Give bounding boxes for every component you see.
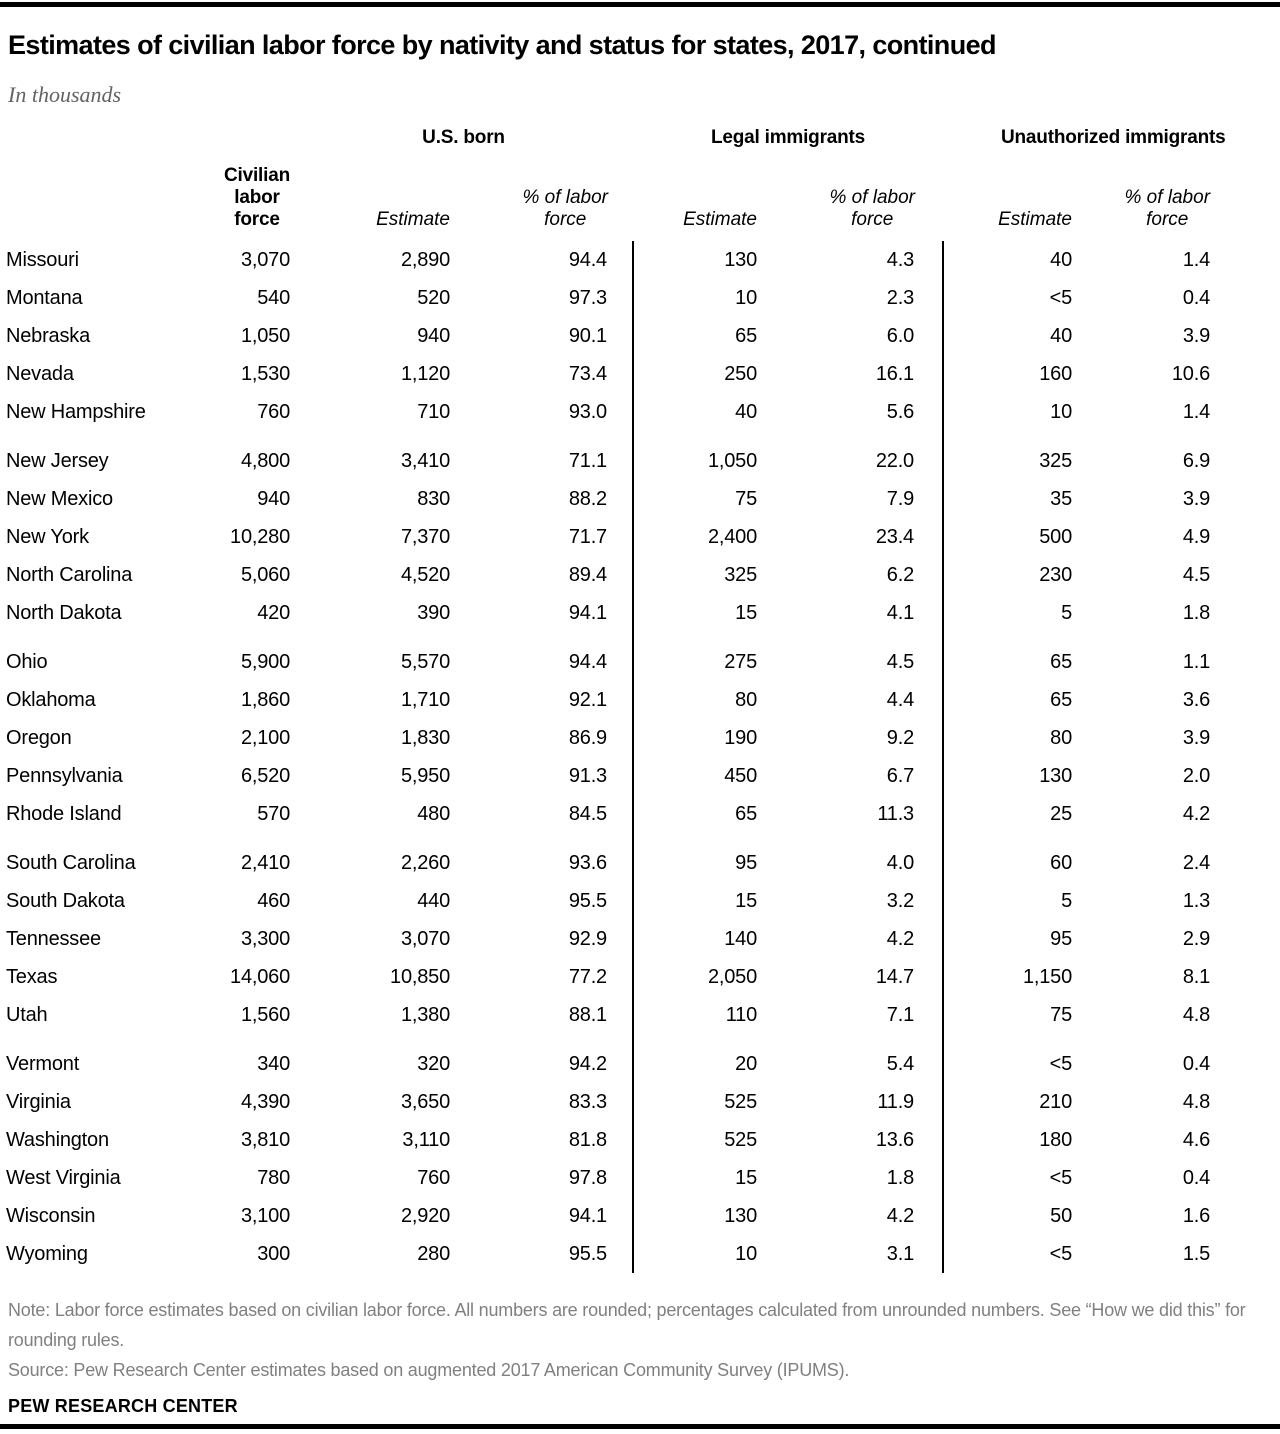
unauth-estimate-cell: 325 [1039, 449, 1072, 472]
usborn-estimate-cell: 5,950 [400, 764, 450, 787]
usborn-pct-cell: 71.1 [454, 431, 633, 480]
usborn-pct-cell: 95.5 [454, 1235, 633, 1273]
header-line: % of labor [829, 187, 915, 208]
column-header-legal-pct [761, 151, 943, 241]
unauth-estimate-cell: 25 [1050, 802, 1072, 825]
note-text: Note: Labor force estimates based on civilian labor force. All numbers are rounded; percentages calculated from unrounded numbers. See “How we did this” for rounding rules. [8, 1300, 1246, 1350]
table-header [6, 119, 1226, 241]
unauth-pct-cell: 10.6 [1171, 362, 1211, 385]
column-header-legal-estimate: Estimate [683, 209, 757, 230]
usborn-estimate-cell: 1,710 [400, 688, 450, 711]
unauth-pct-cell: 2.0 [1182, 764, 1211, 787]
usborn-estimate-cell: 760 [417, 1166, 450, 1189]
usborn-estimate-cell: 2,260 [400, 851, 450, 874]
usborn-estimate-cell: 520 [417, 286, 450, 309]
usborn-estimate-cell: 480 [417, 802, 450, 825]
unauth-estimate-cell: 65 [1050, 688, 1072, 711]
unauth-estimate-cell: 40 [1050, 324, 1072, 347]
usborn-pct-cell: 92.1 [454, 681, 633, 719]
table-row [6, 1083, 1214, 1121]
table-row [6, 279, 1214, 317]
legal-estimate-cell: 110 [725, 1003, 757, 1026]
table-row [6, 393, 1214, 431]
civilian-labor-force-cell: 2,410 [240, 851, 290, 874]
usborn-estimate-cell: 10,850 [390, 965, 450, 988]
pct-of-labor-force-label [522, 187, 608, 231]
civilian-labor-force-cell: 780 [257, 1166, 290, 1189]
legal-estimate-cell: 130 [724, 248, 757, 271]
legal-pct-cell: 3.2 [761, 882, 943, 920]
unauth-pct-cell: 0.4 [1182, 1166, 1211, 1189]
usborn-pct-cell: 94.4 [454, 241, 633, 279]
header-line: force [544, 209, 587, 230]
legal-estimate-cell: 65 [735, 324, 757, 347]
usborn-estimate-cell: 3,410 [400, 449, 450, 472]
civilian-labor-force-cell: 14,060 [230, 965, 290, 988]
legal-estimate-cell: 2,050 [707, 965, 757, 988]
usborn-pct-cell: 88.1 [454, 996, 633, 1034]
column-header-unauth-estimate: Estimate [998, 209, 1072, 230]
usborn-estimate-cell: 2,920 [400, 1204, 450, 1227]
state-cell: Washington [6, 1128, 109, 1151]
unauth-pct-cell: 1.5 [1182, 1242, 1211, 1265]
unauth-pct-cell: 4.5 [1182, 563, 1211, 586]
usborn-estimate-cell: 1,120 [400, 362, 450, 385]
legal-estimate-cell: 80 [735, 688, 757, 711]
table-row [6, 882, 1214, 920]
legal-estimate-cell: 15 [735, 601, 757, 624]
header-line: force [1146, 209, 1189, 230]
usborn-estimate-cell: 440 [417, 889, 450, 912]
state-cell: Oklahoma [6, 688, 96, 711]
legal-pct-cell: 4.0 [761, 833, 943, 882]
unauth-estimate-cell: 130 [1039, 764, 1072, 787]
unauth-estimate-cell: 60 [1050, 851, 1072, 874]
unauth-pct-cell: 4.2 [1182, 802, 1211, 825]
unauth-pct-cell: 2.9 [1182, 927, 1211, 950]
legal-estimate-cell: 525 [724, 1090, 757, 1113]
unauth-estimate-cell: 5 [1061, 889, 1072, 912]
usborn-pct-cell: 88.2 [454, 480, 633, 518]
usborn-pct-cell: 94.2 [454, 1034, 633, 1083]
unauth-pct-cell: 4.8 [1182, 1090, 1211, 1113]
legal-pct-cell: 5.6 [761, 393, 943, 431]
top-rule [0, 2, 1280, 7]
legal-estimate-cell: 525 [724, 1128, 757, 1151]
state-cell: North Dakota [6, 601, 122, 624]
state-cell: Texas [6, 965, 58, 988]
table-row [6, 1235, 1214, 1273]
state-cell: Wyoming [6, 1242, 88, 1265]
unauth-estimate-cell: 500 [1039, 525, 1072, 548]
state-cell: Tennessee [6, 927, 101, 950]
state-cell: West Virginia [6, 1166, 121, 1189]
state-cell: Nebraska [6, 324, 90, 347]
column-header-usborn-estimate: Estimate [376, 209, 450, 230]
usborn-pct-cell: 90.1 [454, 317, 633, 355]
table-row [6, 719, 1214, 757]
unauth-pct-cell: 1.1 [1182, 650, 1211, 673]
group-header-us-born: U.S. born [422, 127, 505, 148]
unauth-pct-cell: 1.3 [1182, 889, 1211, 912]
legal-estimate-cell: 140 [724, 927, 757, 950]
civilian-labor-force-cell: 1,860 [240, 688, 290, 711]
unauth-pct-cell: 1.4 [1182, 400, 1211, 423]
legal-pct-cell: 9.2 [761, 719, 943, 757]
column-header-civilian-labor-force [206, 151, 294, 241]
table-row [6, 518, 1214, 556]
legal-estimate-cell: 40 [735, 400, 757, 423]
table-row [6, 833, 1214, 882]
legal-pct-cell: 6.0 [761, 317, 943, 355]
empty-header-cell [206, 119, 294, 151]
usborn-estimate-cell: 710 [417, 400, 450, 423]
usborn-estimate-cell: 3,650 [400, 1090, 450, 1113]
state-cell: Vermont [6, 1052, 80, 1075]
header-line: force [234, 209, 280, 230]
legal-pct-cell: 4.5 [761, 632, 943, 681]
usborn-estimate-cell: 4,520 [400, 563, 450, 586]
legal-pct-cell: 23.4 [761, 518, 943, 556]
usborn-estimate-cell: 830 [417, 487, 450, 510]
legal-pct-cell: 6.2 [761, 556, 943, 594]
group-header-row [6, 119, 1214, 151]
usborn-pct-cell: 91.3 [454, 757, 633, 795]
state-cell: New Mexico [6, 487, 113, 510]
state-cell: South Dakota [6, 889, 125, 912]
civilian-labor-force-cell: 1,050 [240, 324, 290, 347]
usborn-pct-cell: 94.1 [454, 594, 633, 632]
civilian-labor-force-cell: 2,100 [240, 726, 290, 749]
table-row [6, 1121, 1214, 1159]
state-cell: New Hampshire [6, 400, 146, 423]
unauth-estimate-cell: 160 [1039, 362, 1072, 385]
civilian-labor-force-cell: 570 [257, 802, 290, 825]
legal-estimate-cell: 15 [735, 1166, 757, 1189]
pct-of-labor-force-label [829, 187, 915, 231]
unauth-estimate-cell: 35 [1050, 487, 1072, 510]
unauth-pct-cell: 6.9 [1182, 449, 1211, 472]
legal-pct-cell: 11.9 [761, 1083, 943, 1121]
civilian-labor-force-cell: 3,810 [240, 1128, 290, 1151]
unauth-pct-cell: 1.6 [1182, 1204, 1211, 1227]
usborn-estimate-cell: 280 [417, 1242, 450, 1265]
civilian-labor-force-cell: 6,520 [240, 764, 290, 787]
usborn-estimate-cell: 940 [417, 324, 450, 347]
unauth-estimate-cell: 75 [1050, 1003, 1072, 1026]
source-text: Source: Pew Research Center estimates based on augmented 2017 American Community Survey (IPUMS). [8, 1360, 850, 1380]
usborn-estimate-cell: 3,070 [400, 927, 450, 950]
legal-estimate-cell: 130 [724, 1204, 757, 1227]
legal-pct-cell: 4.2 [761, 920, 943, 958]
civilian-labor-force-label [224, 165, 290, 231]
civilian-labor-force-cell: 5,060 [240, 563, 290, 586]
usborn-pct-cell: 92.9 [454, 920, 633, 958]
header-line: force [851, 209, 894, 230]
unauth-estimate-cell: 40 [1050, 248, 1072, 271]
usborn-pct-cell: 93.6 [454, 833, 633, 882]
unauth-pct-cell: 8.1 [1182, 965, 1211, 988]
state-cell: Wisconsin [6, 1204, 96, 1227]
table-row [6, 594, 1214, 632]
civilian-labor-force-cell: 940 [257, 487, 290, 510]
civilian-labor-force-cell: 4,800 [240, 449, 290, 472]
state-cell: Missouri [6, 248, 79, 271]
table-row [6, 317, 1214, 355]
civilian-labor-force-cell: 3,070 [240, 248, 290, 271]
usborn-pct-cell: 94.1 [454, 1197, 633, 1235]
state-cell: Montana [6, 286, 83, 309]
header-line: % of labor [1124, 187, 1211, 208]
legal-pct-cell: 13.6 [761, 1121, 943, 1159]
legal-estimate-cell: 2,400 [707, 525, 757, 548]
civilian-labor-force-cell: 340 [257, 1052, 290, 1075]
table-row [6, 1197, 1214, 1235]
brand-pew-research-center: PEW RESEARCH CENTER [8, 1396, 238, 1416]
legal-pct-cell: 14.7 [761, 958, 943, 996]
header-line: % of labor [522, 187, 608, 208]
bottom-rule [0, 1424, 1280, 1429]
header-line: Civilian [224, 165, 290, 186]
civilian-labor-force-cell: 1,530 [240, 362, 290, 385]
usborn-pct-cell: 83.3 [454, 1083, 633, 1121]
usborn-estimate-cell: 3,110 [402, 1128, 450, 1151]
legal-pct-cell: 11.3 [761, 795, 943, 833]
usborn-pct-cell: 93.0 [454, 393, 633, 431]
legal-pct-cell: 6.7 [761, 757, 943, 795]
state-cell: Virginia [6, 1090, 71, 1113]
civilian-labor-force-cell: 540 [257, 286, 290, 309]
state-cell: Nevada [6, 362, 74, 385]
legal-pct-cell: 4.4 [761, 681, 943, 719]
table-row [6, 1034, 1214, 1083]
civilian-labor-force-cell: 460 [257, 889, 290, 912]
legal-estimate-cell: 190 [724, 726, 757, 749]
table-row [6, 355, 1214, 393]
state-cell: Utah [6, 1003, 48, 1026]
legal-pct-cell: 4.3 [761, 241, 943, 279]
unauth-estimate-cell: <5 [1049, 1166, 1072, 1189]
header-line: labor [234, 187, 280, 208]
column-header-row [6, 151, 1214, 241]
legal-estimate-cell: 10 [735, 1242, 757, 1265]
unauth-estimate-cell: 50 [1050, 1204, 1072, 1227]
unauth-pct-cell: 3.9 [1182, 324, 1211, 347]
civilian-labor-force-cell: 3,300 [240, 927, 290, 950]
table-row [6, 431, 1214, 480]
unauth-estimate-cell: 180 [1039, 1128, 1072, 1151]
state-cell: Rhode Island [6, 802, 122, 825]
usborn-estimate-cell: 320 [417, 1052, 450, 1075]
legal-estimate-cell: 20 [735, 1052, 757, 1075]
usborn-pct-cell: 71.7 [454, 518, 633, 556]
unauth-pct-cell: 4.9 [1182, 525, 1211, 548]
unauth-estimate-cell: 230 [1039, 563, 1072, 586]
legal-pct-cell: 7.1 [761, 996, 943, 1034]
civilian-labor-force-cell: 5,900 [240, 650, 290, 673]
legal-estimate-cell: 325 [724, 563, 757, 586]
unauth-estimate-cell: 95 [1050, 927, 1072, 950]
unauth-pct-cell: 3.6 [1182, 688, 1211, 711]
column-header-usborn-pct [454, 151, 633, 241]
legal-pct-cell: 4.1 [761, 594, 943, 632]
civilian-labor-force-cell: 300 [257, 1242, 290, 1265]
unauth-pct-cell: 1.4 [1182, 248, 1211, 271]
unauth-estimate-cell: 5 [1061, 601, 1072, 624]
usborn-pct-cell: 94.4 [454, 632, 633, 681]
unauth-estimate-cell: 80 [1050, 726, 1072, 749]
state-cell: South Carolina [6, 851, 136, 874]
unauth-pct-cell: 2.4 [1182, 851, 1211, 874]
usborn-pct-cell: 97.8 [454, 1159, 633, 1197]
usborn-pct-cell: 97.3 [454, 279, 633, 317]
page-subtitle: In thousands [8, 82, 122, 107]
table-row [6, 241, 1214, 279]
usborn-pct-cell: 77.2 [454, 958, 633, 996]
footer [8, 1295, 1258, 1417]
pct-of-labor-force-label [1124, 187, 1210, 231]
table-row [6, 757, 1214, 795]
table-row [6, 920, 1214, 958]
civilian-labor-force-cell: 760 [257, 400, 290, 423]
labor-force-table [6, 119, 1226, 1273]
legal-pct-cell: 2.3 [761, 279, 943, 317]
page-title: Estimates of civilian labor force by nativity and status for states, 2017, continued [8, 30, 996, 60]
unauth-pct-cell: 4.6 [1182, 1128, 1211, 1151]
legal-pct-cell: 7.9 [761, 480, 943, 518]
unauth-estimate-cell: <5 [1049, 1052, 1072, 1075]
legal-pct-cell: 5.4 [761, 1034, 943, 1083]
table-row [6, 480, 1214, 518]
legal-estimate-cell: 65 [735, 802, 757, 825]
state-cell: Pennsylvania [6, 764, 123, 787]
table-row [6, 632, 1214, 681]
unauth-pct-cell: 3.9 [1182, 726, 1211, 749]
usborn-pct-cell: 89.4 [454, 556, 633, 594]
legal-estimate-cell: 75 [735, 487, 757, 510]
column-header-unauth-pct [1076, 151, 1214, 241]
unauth-pct-cell: 0.4 [1182, 1052, 1211, 1075]
unauth-estimate-cell: 10 [1050, 400, 1072, 423]
state-cell: New Jersey [6, 449, 109, 472]
unauth-estimate-cell: 210 [1039, 1090, 1072, 1113]
legal-pct-cell: 22.0 [761, 431, 943, 480]
legal-estimate-cell: 250 [724, 362, 757, 385]
unauth-estimate-cell: 65 [1050, 650, 1072, 673]
usborn-pct-cell: 81.8 [454, 1121, 633, 1159]
table-row [6, 958, 1214, 996]
civilian-labor-force-cell: 3,100 [240, 1204, 290, 1227]
state-cell: New York [6, 525, 89, 548]
unauth-pct-cell: 3.9 [1182, 487, 1211, 510]
group-header-legal-immigrants: Legal immigrants [710, 127, 866, 148]
unauth-estimate-cell: <5 [1049, 1242, 1072, 1265]
unauth-pct-cell: 0.4 [1182, 286, 1211, 309]
group-header-unauthorized-immigrants: Unauthorized immigrants [1001, 127, 1226, 148]
usborn-estimate-cell: 390 [417, 601, 450, 624]
unauth-estimate-cell: <5 [1049, 286, 1072, 309]
civilian-labor-force-cell: 1,560 [240, 1003, 290, 1026]
usborn-pct-cell: 86.9 [454, 719, 633, 757]
usborn-pct-cell: 73.4 [454, 355, 633, 393]
empty-header-cell [6, 119, 206, 151]
legal-estimate-cell: 1,050 [707, 449, 757, 472]
state-cell: Ohio [6, 650, 48, 673]
table-row [6, 556, 1214, 594]
usborn-estimate-cell: 2,890 [400, 248, 450, 271]
legal-estimate-cell: 450 [724, 764, 757, 787]
legal-pct-cell: 3.1 [761, 1235, 943, 1273]
legal-pct-cell: 16.1 [761, 355, 943, 393]
empty-header-cell [6, 151, 206, 241]
legal-pct-cell: 4.2 [761, 1197, 943, 1235]
civilian-labor-force-cell: 420 [257, 601, 290, 624]
usborn-estimate-cell: 5,570 [400, 650, 450, 673]
table-row [6, 795, 1214, 833]
table-row [6, 1159, 1214, 1197]
usborn-estimate-cell: 1,830 [400, 726, 450, 749]
unauth-pct-cell: 4.8 [1182, 1003, 1211, 1026]
legal-estimate-cell: 95 [735, 851, 757, 874]
table-body [6, 241, 1214, 1273]
state-cell: North Carolina [6, 563, 133, 586]
table-row [6, 681, 1214, 719]
civilian-labor-force-cell: 10,280 [230, 525, 290, 548]
usborn-pct-cell: 84.5 [454, 795, 633, 833]
legal-estimate-cell: 275 [724, 650, 757, 673]
legal-estimate-cell: 10 [735, 286, 757, 309]
state-cell: Oregon [6, 726, 72, 749]
unauth-pct-cell: 1.8 [1182, 601, 1211, 624]
unauth-estimate-cell: 1,150 [1022, 965, 1072, 988]
table-row [6, 996, 1214, 1034]
usborn-pct-cell: 95.5 [454, 882, 633, 920]
civilian-labor-force-cell: 4,390 [240, 1090, 290, 1113]
legal-pct-cell: 1.8 [761, 1159, 943, 1197]
usborn-estimate-cell: 1,380 [400, 1003, 450, 1026]
usborn-estimate-cell: 7,370 [400, 525, 450, 548]
legal-estimate-cell: 15 [735, 889, 757, 912]
